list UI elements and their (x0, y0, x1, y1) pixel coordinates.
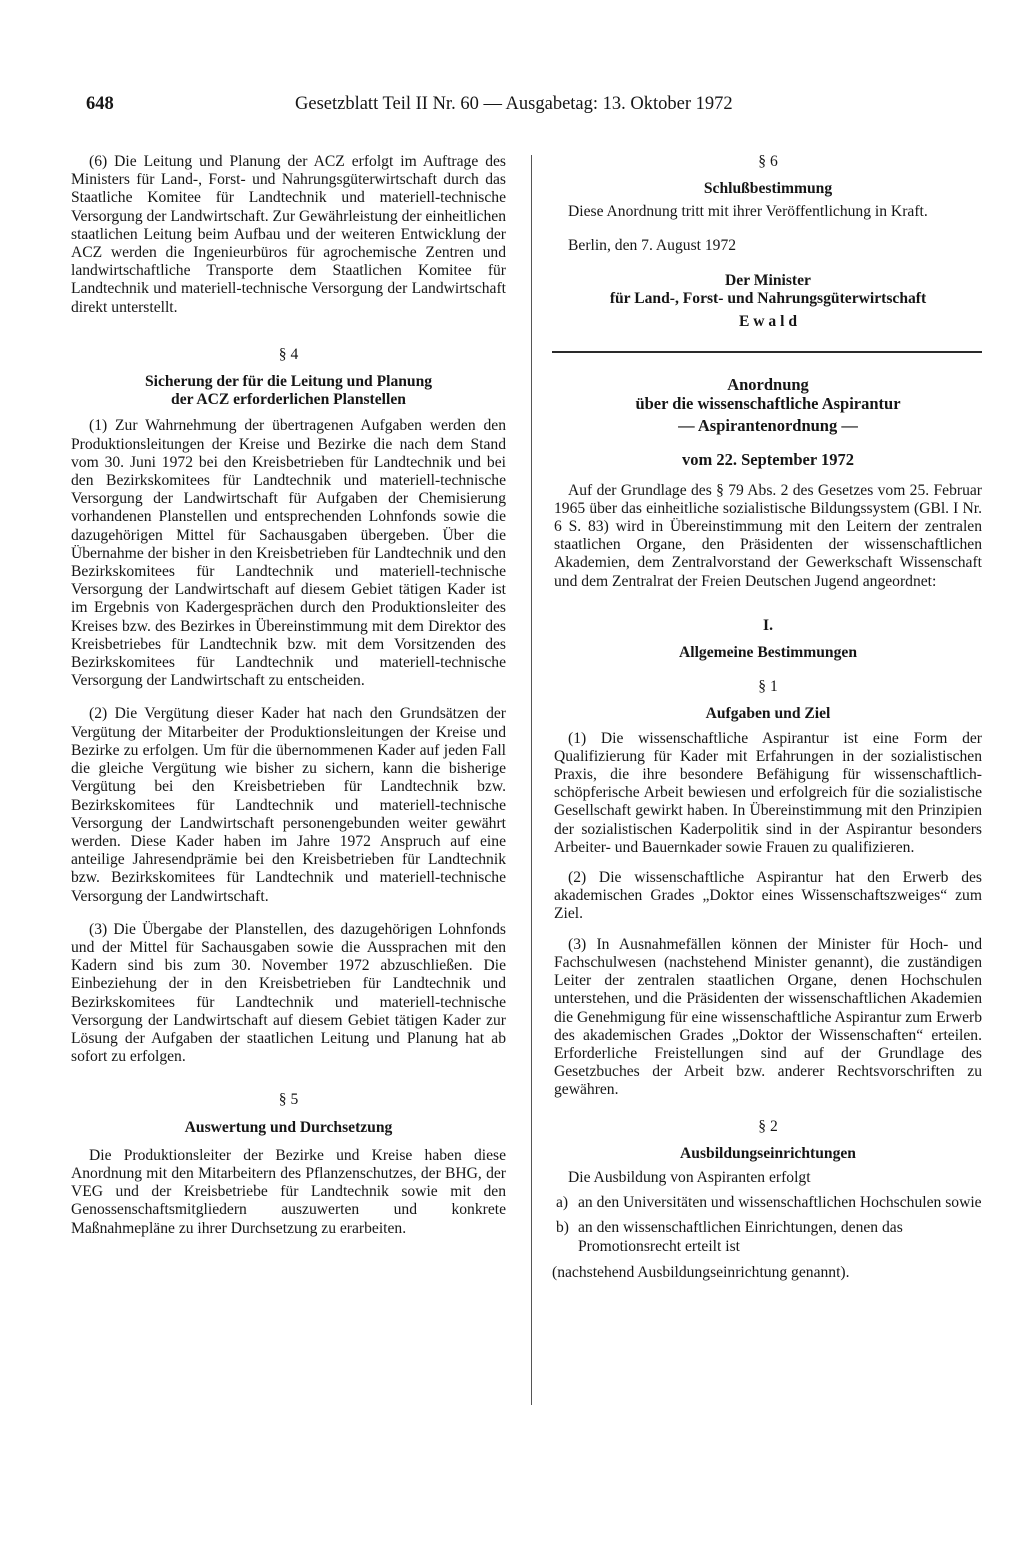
section-1-paragraph-1: (1) Die wissenschaftliche Aspirantur ist eine Form der Qualifizierung für Kader mit Erfahrungen in der sozialistischen Praxis, die ihre besondere Befähigung für wissenschaftlich-schöpferische Arbeit bewiesen und erfolgreich für die sozialistische Gesellschaft gewirkt haben. In Übereinstimmung mit den Prinzipien der sozialistischen Kaderpolitik sind in der Aspirantur besonders Arbeiter- und Bauernkader sowie Frauen zu qualifizieren. (554, 729, 982, 856)
section-4-number: § 4 (278, 345, 299, 363)
right-column (554, 153, 982, 1282)
signature-line1: Der Minister (725, 271, 811, 289)
section-5-paragraph: Die Produktionsleiter der Bezirke und Kreise haben diese Anordnung mit den Mitarbeitern des Pflanzenschutzes, der BHG, der VEG und der Kreisbetriebe für Landtechnik sowie mit den Genossenschaftsmitgliedern auszuwerten und konkrete Maßnahmepläne zu ihrer Durchsetzung zu erarbeiten. (71, 1146, 506, 1237)
section-4-title-line1: Sicherung der für die Leitung und Planung (144, 373, 433, 391)
page-number: 648 (86, 94, 114, 114)
training-institutions-list (554, 1194, 982, 1256)
signature-name: E w a l d (738, 313, 798, 331)
column-divider (531, 155, 532, 1405)
section-5-number: § 5 (278, 1091, 299, 1109)
section-4-paragraph-3: (3) Die Übergabe der Planstellen, des dazugehörigen Lohnfonds und der Mittel für Sachausgaben sowie die Aussprachen mit den Kadern sind bis zum 30. November 1972 abzuschließen. Die Einbeziehung der in den Kreisbetrieben für Landtechnik und Bezirkskomitees für Landtechnik und materiell-technische Versorgung der Landwirtschaft auf diesem Gebiet tätigen Kader zur Lösung der Aufgaben der staatlichen Leitung und Planung hat ab sofort zu erfolgen. (71, 920, 506, 1066)
list-item-text: an den wissenschaftlichen Einrichtungen, denen das Promotionsrecht erteilt ist (578, 1219, 903, 1255)
section-separator-rule (552, 351, 982, 353)
section-4-title-line2: der ACZ erforderlichen Planstellen (171, 391, 406, 409)
section-1-paragraph-3: (3) In Ausnahmefällen können der Minister für Hoch- und Fachschulwesen (nachstehend Minister genannt), die zuständigen Leiter der zentralen staatlichen Organe, denen Hochschulen unterstehen, und die Präsidenten der wissenschaftlichen Akademien die Genehmigung für eine wissenschaftliche Aspirantur zum Erwerb des akademischen Grades „Doktor der Wissenschaften“ erteilen. Erforderliche Freistellungen sind auf der Grundlage des Gesetzbuches der Arbeit bzw. anderer Rechtsvorschriften zu gewähren. (554, 935, 982, 1099)
section-4-paragraph-1: (1) Zur Wahrnehmung der übertragenen Aufgaben werden den Produktionsleitungen der Kreise und Bezirke die nach dem Stand vom 30. Juni 1972 bei den Kreisbetrieben für Landtechnik und bei den Bezirkskomitees für Landtechnik und materiell-technische Versorgung der Landwirtschaft für Aufgaben der Chemisierung vorhandenen Planstellen und entsprechenden Lohnfonds sowie die dazugehörigen Mittel für Sachausgaben übergeben. Über die Übernahme der bisher in den Kreisbetrieben für Landtechnik und den Bezirkskomitees für Landtechnik und materiell-technische Versorgung der Landwirtschaft auf diesem Gebiet tätigen Kader ist im Ergebnis von Kadergesprächen durch den Produktionsleiter des Kreises bzw. des Bezirkes in Übereinstimmung mit dem Direktor des Kreisbetriebes für Landtechnik bzw. mit dem Vorsitzenden des Bezirkskomitees für Landtechnik und materiell-technische Versorgung der Landwirtschaft zu entscheiden. (71, 417, 506, 690)
section-1-number: § 1 (758, 678, 778, 696)
section-2-intro: Die Ausbildung von Aspiranten erfolgt (568, 1168, 811, 1186)
list-item-label: a) (556, 1194, 569, 1212)
page-title: Gesetzblatt Teil II Nr. 60 — Ausgabetag: 13. Oktober 1972 (295, 94, 733, 114)
place-date: Berlin, den 7. August 1972 (568, 236, 737, 254)
left-column (71, 153, 506, 1238)
section-6-number: § 6 (758, 153, 778, 170)
page-header (86, 94, 986, 122)
section-2-closing: (nachstehend Ausbildungseinrichtung genannt). (552, 1263, 850, 1281)
section-1-title: Aufgaben und Ziel (705, 705, 831, 723)
section-6-title: Schlußbestimmung (703, 180, 833, 198)
ordinance-title-line2: über die wissenschaftliche Aspirantur (635, 394, 901, 414)
part-1-number: I. (763, 616, 773, 634)
ordinance-title-line3: — Aspirantenordnung — (678, 416, 858, 436)
ordinance-preamble: Auf der Grundlage des § 79 Abs. 2 des Gesetzes vom 25. Februar 1965 über das einheitliche sozialistische Bildungssystem (GBl. I Nr. 6 S. 83) wird in Übereinstimmung mit den Leitern der zentralen staatlichen Organe, den Präsidenten der wissenschaftlichen Akademien, dem Zentralvorstand der Gewerkschaft Wissenschaft und dem Zentralrat der Freien Deutschen Jugend angeordnet: (554, 481, 982, 590)
section-6-paragraph: Diese Anordnung tritt mit ihrer Veröffentlichung in Kraft. (568, 203, 928, 221)
list-item (554, 1194, 982, 1212)
ordinance-date: vom 22. September 1972 (681, 450, 854, 470)
signature-line2: für Land-, Forst- und Nahrungsgüterwirtschaft (609, 290, 927, 308)
section-2-title: Ausbildungseinrichtungen (680, 1144, 856, 1162)
list-item-label: b) (556, 1219, 569, 1237)
ordinance-title-line1: Anordnung (727, 375, 809, 395)
section-4-paragraph-2: (2) Die Vergütung dieser Kader hat nach den Grundsätzen der Vergütung der Mitarbeiter der Produktionsleitungen der Kreise und Bezirke zu erfolgen. Um für die übernommenen Kader auf jeden Fall die gleiche Vergütung wie bisher zu sichern, kann die bisherige Vergütung bei den Kreisbetrieben für Landtechnik bzw. Bezirkskomitees für Landtechnik und materiell-technische Versorgung der Landwirtschaft personengebunden weiter gewährt werden. Diese Kader haben im Jahre 1972 Anspruch auf eine anteilige Jahresendprämie bei den Kreisbetrieben für Landtechnik bzw. Bezirkskomitees für Landtechnik und materiell-technische Versorgung der Landwirtschaft. (71, 705, 506, 905)
list-item-text: an den Universitäten und wissenschaftlichen Hochschulen sowie (578, 1194, 982, 1212)
paragraph-6: (6) Die Leitung und Planung der ACZ erfolgt im Auftrage des Ministers für Land-, Forst- und Nahrungsgüterwirtschaft durch das Staatliche Komitee für Landtechnik und materiell-technische Versorgung der Landwirtschaft. Zur Gewährleistung der einheitlichen staatlichen Leitung beim Aufbau und der weiteren Entwicklung der ACZ werden die Ingenieurbüros für agrochemische Zentren und landwirtschaftliche Transporte dem Staatlichen Komitee für Landtechnik und materiell-technische Versorgung der Landwirtschaft direkt unterstellt. (71, 153, 506, 316)
section-5-title: Auswertung und Durchsetzung (184, 1118, 393, 1136)
section-2-number: § 2 (758, 1117, 778, 1135)
section-1-paragraph-2: (2) Die wissenschaftliche Aspirantur hat den Erwerb des akademischen Grades „Doktor eines Wissenschaftszweiges“ zum Ziel. (554, 869, 982, 923)
list-item (554, 1219, 982, 1255)
part-1-title: Allgemeine Bestimmungen (678, 644, 857, 662)
